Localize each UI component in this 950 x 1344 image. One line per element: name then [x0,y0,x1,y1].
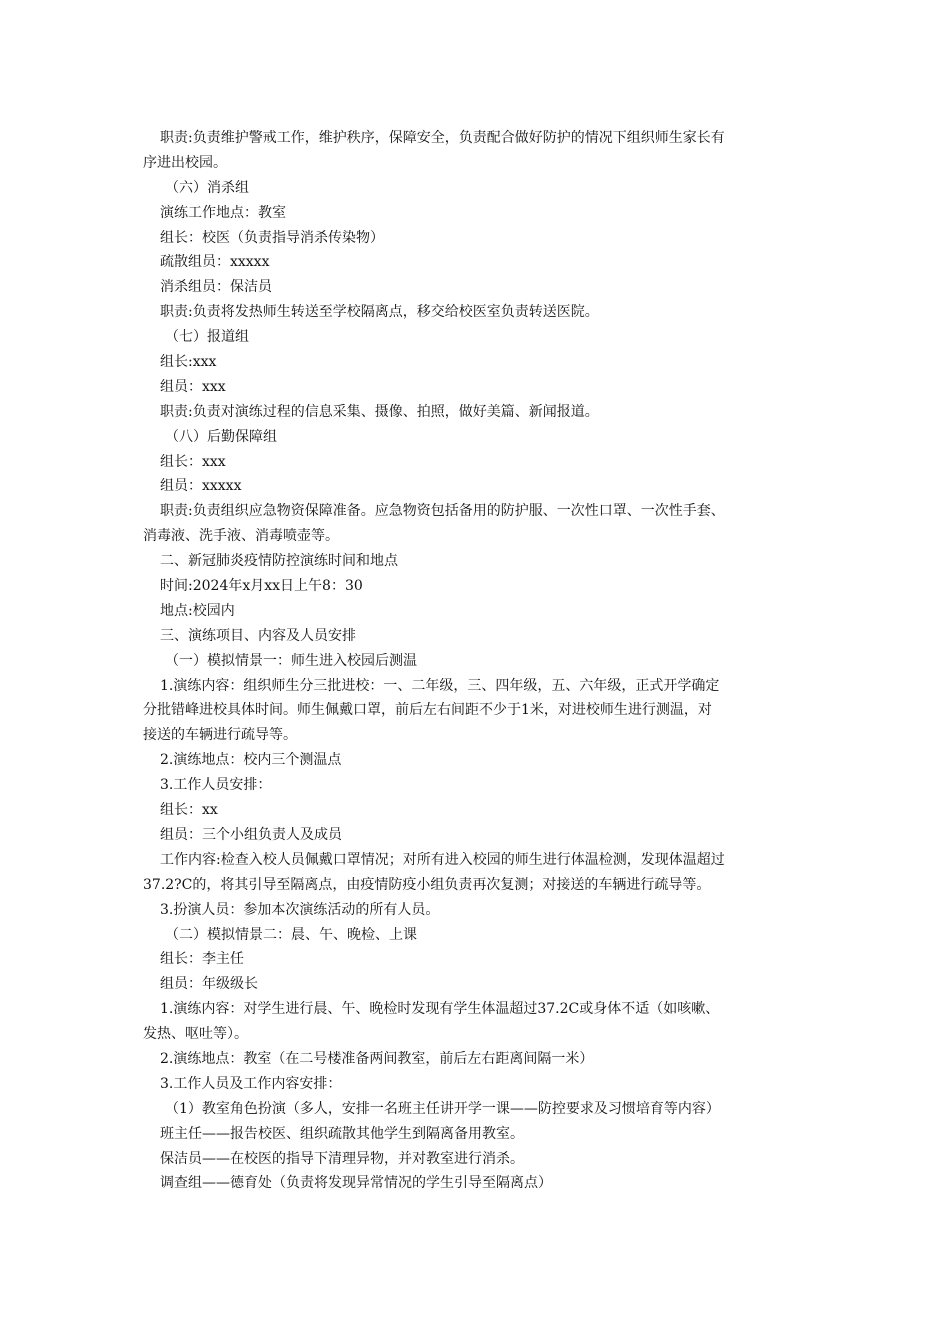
text-line: （1）教室角色扮演（多人，安排一名班主任讲开学一课——防控要求及习惯培育等内容） [165,1100,720,1117]
text-line: 发热、呕吐等）。 [143,1026,248,1043]
text-line: 分批错峰进校具体时间。师生佩戴口罩，前后左右间距不少于1米，对进校师生进行测温，对 [143,702,712,719]
text-line: 组长：校医（负责指导消杀传染物） [160,229,384,246]
text-line: 消杀组员：保洁员 [160,279,272,296]
text-line: 工作内容:检查入校人员佩戴口罩情况；对所有进入校园的师生进行体温检测，发现体温超过 [160,851,725,868]
text-line: 职责:负责将发热师生转送至学校隔离点，移交给校医室负责转送医院。 [160,304,599,321]
text-line: 职责:负责维护警戒工作，维护秩序，保障安全，负责配合做好防护的情况下组织师生家长有 [160,130,725,146]
text-line: 37.2?C的，将其引导至隔离点，由疫情防疫小组负责再次复测；对接送的车辆进行疏导等。 [143,876,711,893]
text-line: 1.演练内容：对学生进行晨、午、晚检时发现有学生体温超过37.2C或身体不适（如咳嗽、 [160,1001,720,1018]
text-line: 组员：年级级长 [160,976,258,993]
text-line: （六）消杀组 [165,179,249,196]
text-line: 调查组——德育处（负责将发现异常情况的学生引导至隔离点） [160,1175,552,1192]
text-line: （二）模拟情景二：晨、午、晚检、上课 [165,926,417,943]
text-line: 组员：xxx [160,378,226,395]
text-line: 时间:2024年x月xx日上午8：30 [160,578,363,595]
text-line: 组长:xxx [160,354,217,371]
text-line: 序进出校园。 [143,154,227,171]
text-line: 职责:负责组织应急物资保障准备。应急物资包括备用的防护服、一次性口罩、一次性手套、 [160,503,725,520]
text-line: （一）模拟情景一：师生进入校园后测温 [165,652,417,669]
text-line: 组员：三个小组负责人及成员 [160,826,342,843]
text-line: 3.工作人员及工作内容安排： [160,1075,342,1092]
text-line: 三、演练项目、内容及人员安排 [160,627,356,644]
text-line: 2.演练地点：教室（在二号楼准备两间教室，前后左右距离间隔一米） [160,1050,594,1067]
text-line: 地点:校园内 [160,602,235,619]
text-line: 组长：xx [160,802,218,819]
text-line: 保洁员——在校医的指导下清理异物，并对教室进行消杀。 [160,1150,524,1167]
text-line: 组员：xxxxx [160,478,242,495]
text-line: 班主任——报告校医、组织疏散其他学生到隔离备用教室。 [160,1125,524,1142]
text-line: 2.演练地点：校内三个测温点 [160,752,342,769]
text-line: （八）后勤保障组 [165,428,277,445]
text-line: 组长：xxx [160,453,226,470]
text-line: 3.扮演人员：参加本次演练活动的所有人员。 [160,901,440,918]
text-line: 演练工作地点：教室 [160,204,286,221]
text-line: 二、新冠肺炎疫情防控演练时间和地点 [160,553,398,570]
text-line: 疏散组员：xxxxx [160,254,270,271]
text-line: （七）报道组 [165,329,249,346]
text-line: 职责:负责对演练过程的信息采集、摄像、拍照，做好美篇、新闻报道。 [160,403,599,420]
text-line: 消毒液、洗手液、消毒喷壶等。 [143,528,339,545]
text-line: 组长：李主任 [160,951,244,968]
text-line: 接送的车辆进行疏导等。 [143,727,297,744]
text-line: 1.演练内容：组织师生分三批进校：一、二年级，三、四年级，五、六年级，正式开学确定 [160,677,720,694]
text-line: 3.工作人员安排： [160,777,272,794]
document-body [143,126,813,1196]
